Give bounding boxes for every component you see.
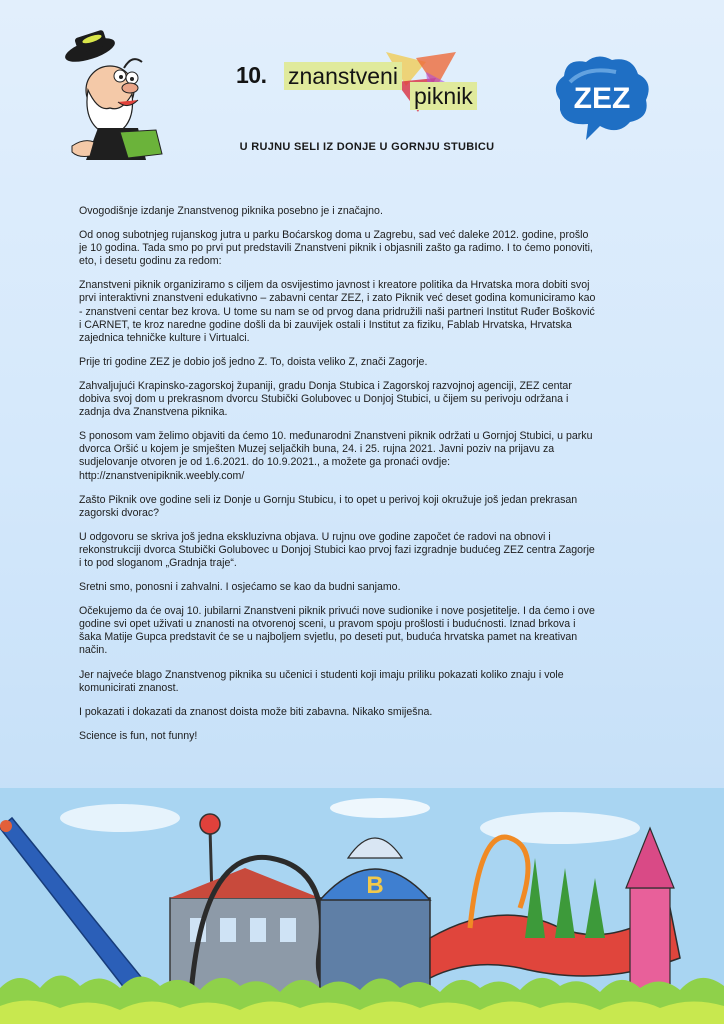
paragraph: Ovogodišnje izdanje Znanstvenog piknika posebno je i značajno. (79, 205, 383, 217)
paragraph: Zašto Piknik ove godine seli iz Donje u Gornju Stubicu, i to opet u perivoj koji okružuje još jedan prekrasan zagorski dvorac? (79, 493, 578, 519)
letter-body (79, 205, 599, 754)
paragraph: I pokazati i dokazati da znanost doista može biti zabavna. Nikako smiješna. (79, 705, 433, 718)
paragraph: U odgovoru se skriva još jedna ekskluzivna objava. U rujnu ove godine započet će radovi na obnovi i rekonstrukciji dvorca Stubički Golubovec u Donjoj Stubici kao prvoj fazi izgradnje budućeg ZEZ centra Zagorje i to pod sloganom „Gradnja traje“. (79, 530, 595, 569)
logo-word-znanstveni: znanstveni (284, 62, 402, 90)
logo-word-piknik: piknik (410, 82, 477, 110)
antenna-ball (200, 814, 220, 834)
science-city-illustration (0, 788, 724, 1024)
paragraph: Znanstveni piknik organiziramo s ciljem da osvijestimo javnost i kreatore politika da Hrvatska mora dobiti svoj prvi interaktivni znanstveni edukativno – zabavni centar ZEZ, i zato Piknik već deset godina komuniciramo kao - znanstveni centar bez krova. U tome su nam se od prvog dana pridružili naši partneri Institut Ruđer Bošković i CARNET, te kroz naredne godine došli da bi zauvijek ostali i Institut za fiziku, Fablab Hrvatska, Hrvatska zajednica tehničke kulture i Virtualci. (79, 279, 596, 344)
dome-letter: B (366, 872, 384, 899)
zez-logo (546, 52, 656, 142)
logo-number: 10. (236, 62, 267, 88)
paragraph: Prije tri godine ZEZ je dobio još jedno Z. To, doista veliko Z, znači Zagorje. (79, 355, 428, 368)
paragraph: Očekujemo da će ovaj 10. jubilarni Znanstveni piknik privući nove sudionike i nove posjetitelje. I da ćemo i ove godine svi opet uživati u znanosti na otvorenoj sceni, u pravom spoju prošlosti i budućnosti. Iznad brkova i šaka Matije Gupca predstavit će se u najboljem svjetlu, po deseti put, buduća hrvatska pamet na kreativan način. (79, 605, 595, 657)
paragraph: Sretni smo, ponosni i zahvalni. I osjećamo se kao da budni sanjamo. (79, 581, 401, 594)
paragraph: Od onog subotnjeg rujanskog jutra u parku Boćarskog doma u Zagrebu, sad već daleke 2012. godine, prošlo je 10 godina. Tada smo po prvi put predstavili Znanstveni piknik i objasnili zašto ga radimo. I to ćemo ponoviti, eto, i desetu godinu za redom: (79, 229, 593, 268)
paragraph: Jer najveće blago Znanstvenog piknika su učenici i studenti koji imaju priliku pokazati koliko znaju i vole komunicirati znanost. (79, 668, 564, 694)
paragraph: Science is fun, not funny! (79, 729, 198, 742)
page-subtitle: U RUJNU SELI IZ DONJE U GORNJU STUBICU (239, 141, 495, 153)
znanstveni-piknik-logo (236, 52, 506, 116)
zez-logo-text: ZEZ (573, 82, 631, 115)
paragraph: S ponosom vam želimo objaviti da ćemo 10. međunarodni Znanstveni piknik održati u Gornjoj Stubici, u parku dvorca Oršić u kojem je smješten Muzej seljačkih buna, 24. i 25. rujna 2021. Javni poziv na prijavu za sudjelovanje otvoren je od 1.6.2021. do 10.9.2021., a možete ga pronaći ovdje: http://znanstvenipiknik.weebly.com/ (79, 430, 593, 482)
paragraph: Zahvaljujući Krapinsko-zagorskoj županiji, gradu Donja Stubica i Zagorskoj razvojnoj agenciji, ZEZ centar dobiva svoj dom u prekrasnom dvorcu Stubički Golubovec u Donjoj Stubici, u čijem su perivoju održana i zadnja dva Znanstvena piknika. (79, 379, 572, 419)
